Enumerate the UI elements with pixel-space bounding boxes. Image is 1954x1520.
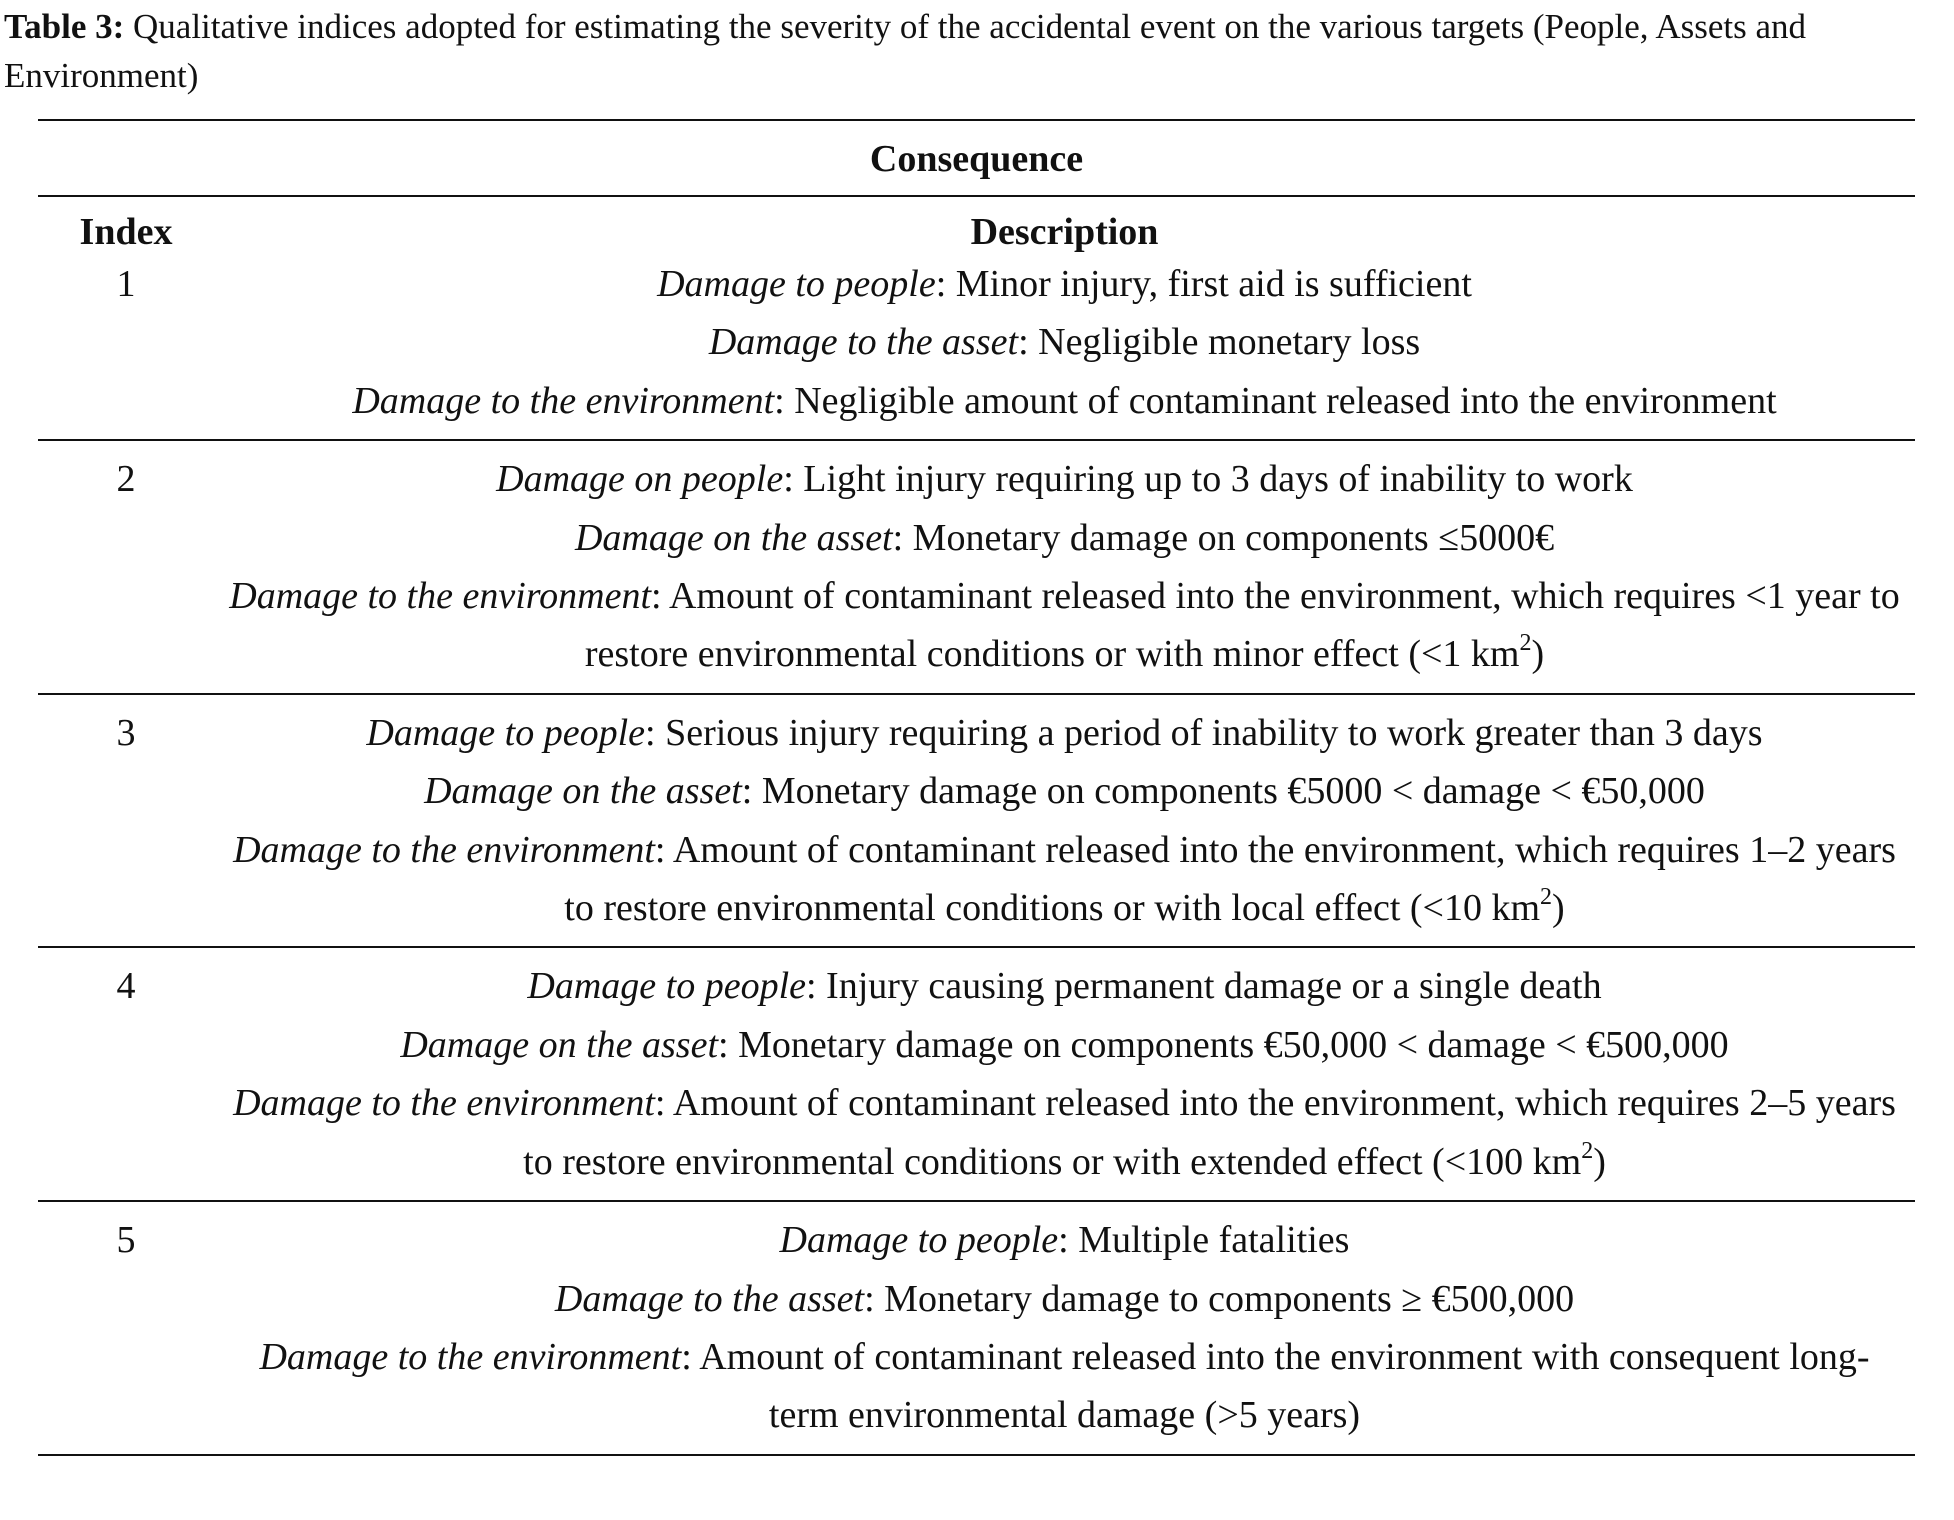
people-label: Damage to people	[657, 263, 936, 305]
people-line	[214, 255, 1915, 313]
env-line	[214, 1074, 1915, 1191]
asset-label: Damage on the asset	[574, 516, 893, 559]
row-description	[214, 704, 1915, 938]
table-row	[38, 946, 1915, 1200]
people-line	[214, 957, 1915, 1015]
env-text: : Amount of contaminant released into the environment, which requires <1 year to restore environmental conditions or with minor effect (<1 km	[584, 575, 1900, 676]
asset-line	[214, 1016, 1915, 1074]
group-header: Consequence	[38, 121, 1915, 197]
people-text: : Injury causing permanent damage or a single death	[806, 965, 1602, 1008]
asset-line	[214, 1270, 1915, 1328]
env-label: Damage to the environment	[229, 575, 652, 618]
caption-text: Qualitative indices adopted for estimating the severity of the accidental event on the various targets (People, Assets and Environment)	[4, 7, 1807, 95]
column-header-description: Description	[970, 211, 1159, 253]
env-label: Damage to the environment	[352, 379, 775, 422]
env-tail: )	[1593, 1140, 1606, 1183]
env-text: : Negligible amount of contaminant released into the environment	[774, 379, 1777, 422]
asset-text: : Monetary damage to components ≥ €500,000	[864, 1277, 1575, 1320]
people-line	[214, 1211, 1915, 1269]
asset-label: Damage to the asset	[554, 1277, 865, 1320]
env-line	[214, 821, 1915, 938]
env-label: Damage to the environment	[233, 828, 655, 871]
row-description	[214, 1211, 1915, 1445]
people-text: : Multiple fatalities	[1058, 1219, 1350, 1262]
asset-label: Damage on the asset	[424, 770, 742, 813]
env-tail: )	[1552, 887, 1565, 930]
table-row	[38, 693, 1915, 947]
asset-text: : Monetary damage on components €5000 < damage < €50,000	[741, 770, 1705, 813]
env-line	[214, 372, 1915, 430]
people-label: Damage to people	[366, 711, 646, 754]
env-tail: )	[1531, 633, 1545, 676]
asset-line	[214, 509, 1915, 567]
row-index: 1	[116, 263, 136, 305]
asset-text: : Negligible monetary loss	[1018, 321, 1421, 364]
consequence-table	[38, 119, 1915, 1456]
env-line	[214, 1328, 1915, 1445]
asset-text: : Monetary damage on components €50,000 < damage < €500,000	[718, 1023, 1729, 1066]
column-header-index: Index	[79, 211, 173, 253]
table-row	[38, 255, 1915, 439]
asset-line	[214, 762, 1915, 820]
people-label: Damage to people	[779, 1219, 1059, 1262]
row-description	[214, 957, 1915, 1191]
table-row	[38, 1200, 1915, 1454]
env-label: Damage to the environment	[233, 1082, 655, 1125]
column-header-row	[38, 197, 1915, 255]
people-line	[214, 450, 1915, 508]
people-text: : Minor injury, first aid is sufficient	[935, 263, 1472, 305]
row-index: 4	[116, 965, 136, 1008]
row-index: 2	[116, 458, 136, 501]
table-row	[38, 439, 1915, 693]
asset-text: : Monetary damage on components ≤5000€	[892, 516, 1555, 559]
row-index: 5	[116, 1219, 136, 1262]
env-label: Damage to the environment	[259, 1335, 682, 1378]
caption-label: Table 3:	[4, 7, 125, 46]
row-description	[214, 450, 1915, 684]
asset-label: Damage to the asset	[708, 321, 1019, 364]
env-line	[214, 567, 1915, 684]
env-text: : Amount of contaminant released into the environment, which requires 1–2 years to restore environmental conditions or with local effect (<10 km	[564, 828, 1896, 930]
env-text: : Amount of contaminant released into the environment with consequent long-term environmental damage (>5 years)	[681, 1335, 1870, 1437]
people-label: Damage to people	[527, 965, 806, 1008]
people-line	[214, 704, 1915, 762]
people-label: Damage on people	[496, 458, 784, 501]
table-caption	[4, 2, 1952, 100]
asset-label: Damage on the asset	[400, 1023, 719, 1066]
env-text: : Amount of contaminant released into the environment, which requires 2–5 years to restore environmental conditions or with extended effect (<100 km	[523, 1082, 1896, 1183]
env-superscript: 2	[1540, 884, 1553, 911]
people-text: : Serious injury requiring a period of inability to work greater than 3 days	[645, 711, 1763, 754]
people-text: : Light injury requiring up to 3 days of inability to work	[783, 458, 1633, 501]
env-superscript: 2	[1519, 630, 1532, 657]
row-description	[214, 255, 1915, 430]
asset-line	[214, 313, 1915, 371]
row-index: 3	[116, 711, 136, 754]
env-superscript: 2	[1581, 1137, 1594, 1164]
